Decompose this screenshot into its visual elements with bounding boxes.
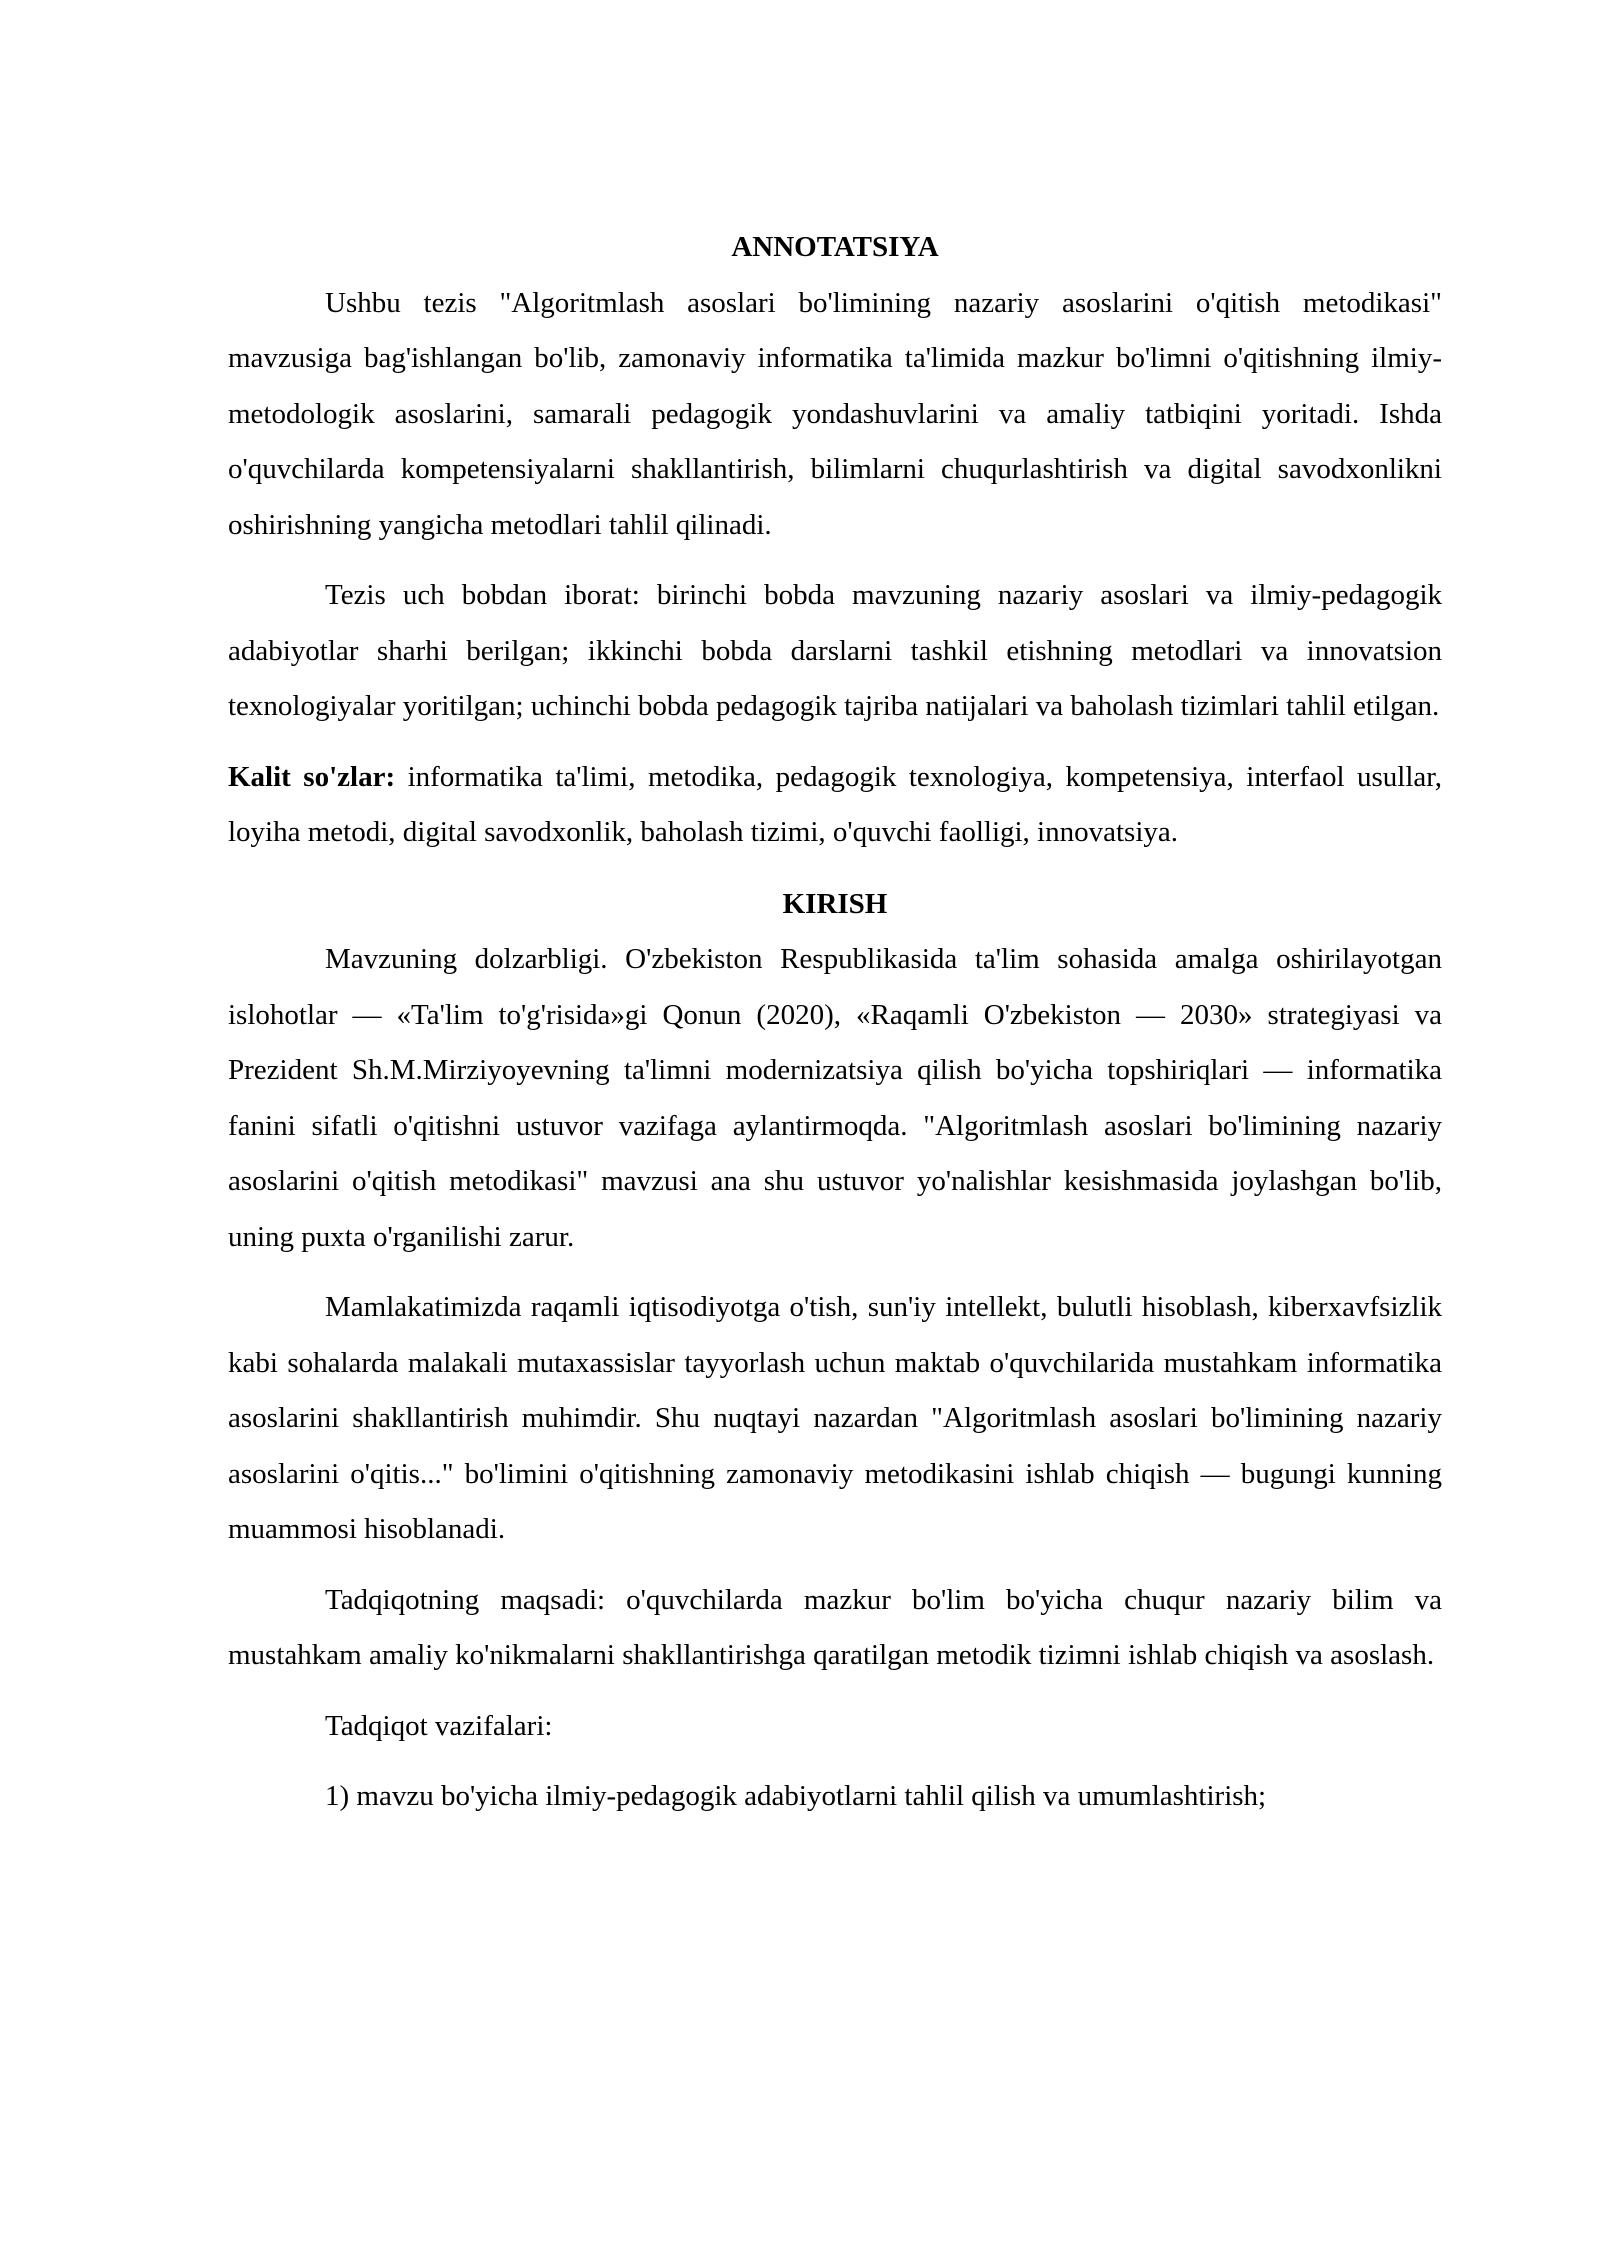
keywords-label: Kalit so'zlar: (228, 760, 396, 793)
kirish-paragraph-1: Mavzuning dolzarbligi. O'zbekiston Respublikasida ta'lim sohasida amalga oshirilayotgan islohotlar — «Ta'lim to'g'risida»gi Qonun (2020), «Raqamli O'zbekiston — 2030» strategiyasi va Prezident Sh.M.Mirziyoyevning ta'limni modernizatsiya qilish bo'yicha topshiriqlari — informatika fanini sifatli o'qitishni ustuvor vazifaga aylantirmoqda. "Algoritmlash asoslari bo'limining nazariy asoslarini o'qitish metodikasi" mavzusi ana shu ustuvor yo'nalishlar kesishmasida joylashgan bo'lib, uning puxta o'rganilishi zarur. (228, 943, 1442, 1253)
kirish-paragraph-3: Tadqiqotning maqsadi: o'quvchilarda mazkur bo'lim bo'yicha chuqur nazariy bilim va mustahkam amaliy ko'nikmalarni shakllantirishga qaratilgan metodik tizimni ishlab chiqish va asoslash. (228, 1583, 1442, 1671)
keywords-text: informatika ta'limi, metodika, pedagogik texnologiya, kompetensiya, interfaol usullar, loyiha metodi, digital savodxonlik, baholash tizimi, o'quvchi faolligi, innovatsiya. (228, 760, 1442, 848)
tasks-heading: Tadqiqot vazifalari: (325, 1709, 553, 1742)
kirish-paragraph-2: Mamlakatimizda raqamli iqtisodiyotga o'tish, sun'iy intellekt, bulutli hisoblash, kiberxavfsizlik kabi sohalarda malakali mutaxassislar tayyorlash uchun maktab o'quvchilarida mustahkam informatika asoslarini shakllantirish muhimdir. Shu nuqtayi nazardan "Algoritmlash asoslari bo'limining nazariy asoslarini o'qitis..." bo'limini o'qitishning zamonaviy metodikasini ishlab chiqish — bugungi kunning muammosi hisoblanadi. (228, 1291, 1442, 1545)
annotatsiya-paragraph-2: Tezis uch bobdan iborat: birinchi bobda mavzuning nazariy asoslari va ilmiy-pedagogik adabiyotlar sharhi berilgan; ikkinchi bobda darslarni tashkil etishning metodlari va innovatsion texnologiyalar yoritilgan; uchinchi bobda pedagogik tajriba natijalari va baholash tizimlari tahlil etilgan. (228, 579, 1442, 722)
document-page (228, 220, 1442, 1825)
task-item-1: 1) mavzu bo'yicha ilmiy-pedagogik adabiyotlarni tahlil qilish va umumlashtirish; (325, 1780, 1267, 1812)
annotatsiya-paragraph-1: Ushbu tezis "Algoritmlash asoslari bo'limining nazariy asoslarini o'qitish metodikasi" mavzusiga bag'ishlangan bo'lib, zamonaviy informatika ta'limida mazkur bo'limni o'qitishning ilmiy-metodologik asoslarini, samarali pedagogik yondashuvlarini va amaliy tatbiqini yoritadi. Ishda o'quvchilarda kompetensiyalarni shakllantirish, bilimlarni chuqurlashtirish va digital savodxonlikni oshirishning yangicha metodlari tahlil qilinadi. (228, 286, 1442, 541)
keywords-paragraph (228, 750, 1442, 861)
kirish-title: KIRISH (782, 887, 888, 920)
annotatsiya-title: ANNOTATSIYA (731, 231, 939, 263)
